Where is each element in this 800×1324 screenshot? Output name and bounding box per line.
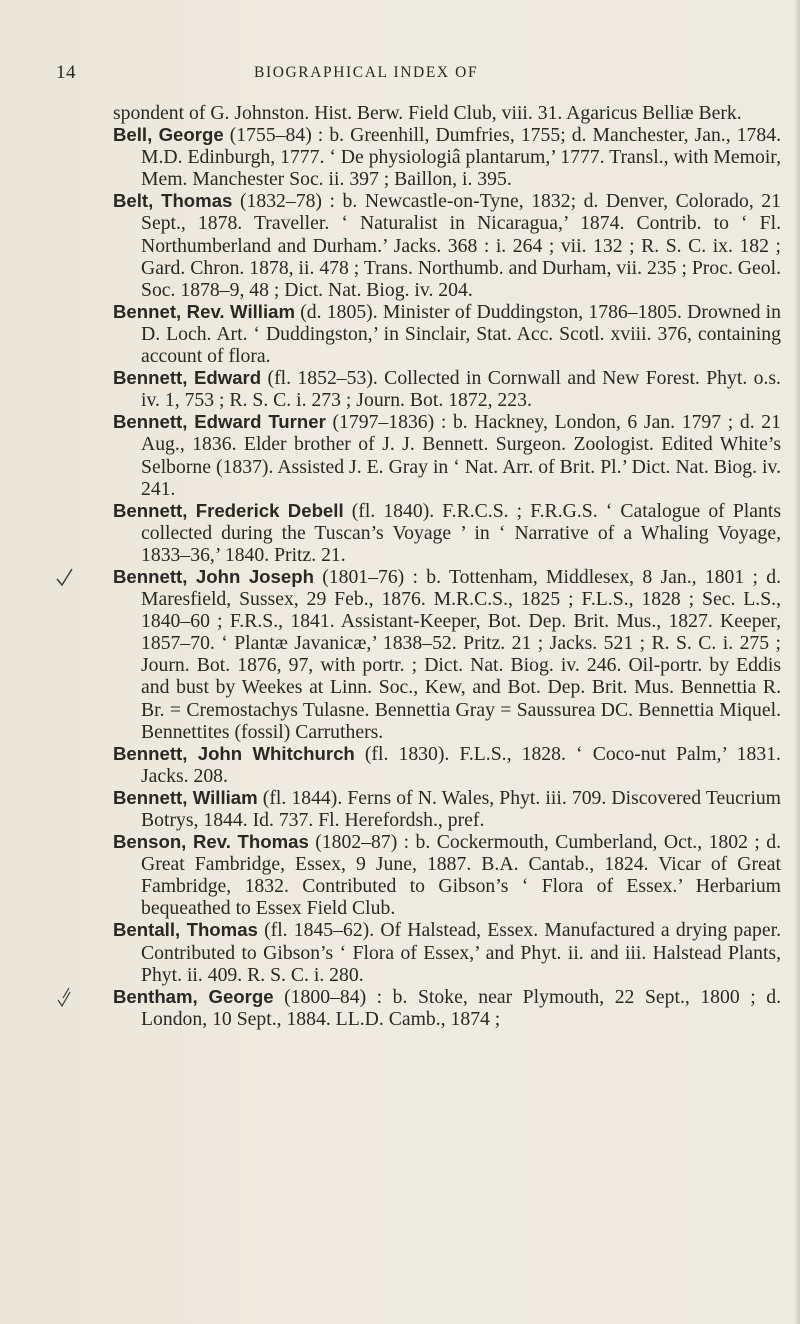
entry-bennett-john-whitchurch <box>113 743 781 787</box>
entry-bennett-john-joseph <box>113 566 781 743</box>
entry-text: (fl. 1844). Ferns of N. Wales, Phyt. iii. 709. Discovered Teucrium Botrys, 1844. Id. 737. Fl. Herefordsh., pref. <box>141 786 781 831</box>
entry-text: (fl. 1852–53). Collected in Cornwall and New Forest. Phyt. o.s. iv. 1, 753 ; R. S. C. i. 273 ; Journ. Bot. 1872, 223. <box>141 367 781 412</box>
entry-bennett-frederick-debell <box>113 500 781 566</box>
page-header <box>0 62 800 86</box>
entry-bennett-william <box>113 787 781 831</box>
entry-bennett-edward <box>113 367 781 411</box>
entry-name: Bentall, Thomas <box>113 919 258 941</box>
entry-text: (fl. 1830). F.L.S., 1828. ‘ Coco-nut Palm,’ 1831. Jacks. 208. <box>141 742 781 787</box>
pencil-check-mark-icon <box>55 986 75 1008</box>
entry-name: Bennett, Edward <box>113 367 262 389</box>
entry-bennet-william <box>113 301 781 367</box>
entry-text: (1797–1836) : b. Hackney, London, 6 Jan. 1797 ; d. 21 Aug., 1836. Elder brother of J. J. Bennett. Surgeon. Zoologist. Edited White’s Selborne (1837). Assisted J. E. Gray in ‘ Nat. Arr. of Brit. Pl.’ Dict. Nat. Biog. iv. 241. <box>141 411 781 500</box>
entry-name: Bennett, John Joseph <box>113 565 314 587</box>
entry-name: Bennett, William <box>113 786 258 808</box>
entry-bentham-george <box>113 986 781 1030</box>
entry-name: Bennett, John Whitchurch <box>113 742 355 764</box>
entry-text: (fl. 1845–62). Of Halstead, Essex. Manufactured a drying paper. Contributed to Gibson’s ‘ Flora of Essex,’ and Phyt. ii. and iii. Halstead Plants, Phyt. ii. 409. R. S. C. i. 280. <box>141 919 781 986</box>
entry-text: (1801–76) : b. Tottenham, Middlesex, 8 Jan., 1801 ; d. Maresfield, Sussex, 29 Feb., 1876. M.R.C.S., 1825 ; F.L.S., 1828 ; Sec. L.S., 1840–60 ; F.R.S., 1841. Assistant-Keeper, Bot. Dep. Brit. Mus., 1827. Keeper, 1857–70. ‘ Plantæ Javanicæ,’ 1838–52. Pritz. 21 ; Jacks. 521 ; R. S. C. i. 275 ; Journ. Bot. 1876, 97, with portr. ; Dict. Nat. Biog. iv. 246. Oil-portr. by Eddis and bust by Weekes at Linn. Soc., Kew, and Bot. Dep. Brit. Mus. Bennettia R. Br. = Cremostachys Tulasne. Bennettia Gray = Saussurea DC. Bennettia Miquel. Bennettites (fossil) Carruthers. <box>141 565 782 743</box>
entry-name: Bell, George <box>113 124 224 146</box>
entry-name: Benson, Rev. Thomas <box>113 831 309 853</box>
entry-bentall-thomas <box>113 919 781 985</box>
entry-continuation <box>113 102 781 124</box>
pencil-check-mark-icon <box>55 566 75 588</box>
entry-name: Bennett, Edward Turner <box>113 411 326 433</box>
entry-bennett-edward-turner <box>113 411 781 499</box>
entry-text: (d. 1805). Minister of Duddingston, 1786–1805. Drowned in D. Loch. Art. ‘ Duddingston,’ in Sinclair, Stat. Acc. Scotl. xviii. 376, containing account of flora. <box>141 300 781 368</box>
entry-name: Bentham, George <box>113 985 274 1007</box>
page-number: 14 <box>56 62 76 83</box>
entry-benson-thomas <box>113 831 781 919</box>
entry-name: Bennet, Rev. William <box>113 300 295 322</box>
entry-name: Belt, Thomas <box>113 190 233 212</box>
entry-text: (fl. 1840). F.R.C.S. ; F.R.G.S. ‘ Catalogue of Plants collected during the Tuscan’s Voyage ’ in ‘ Narrative of a Whaling Voyage, 1833–36,’ 1840. Pritz. 21. <box>141 499 781 566</box>
entry-text: (1755–84) : b. Greenhill, Dumfries, 1755; d. Manchester, Jan., 1784. M.D. Edinburgh, 1777. ‘ De physiologiâ plantarum,’ 1777. Transl., with Memoir, Mem. Manchester Soc. ii. 397 ; Baillon, i. 395. <box>141 124 782 191</box>
entry-text: (1802–87) : b. Cockermouth, Cumberland, Oct., 1802 ; d. Great Fambridge, Essex, 9 June, 1887. B.A. Cantab., 1824. Vicar of Great Fambridge, 1832. Contributed to Gibson’s ‘ Flora of Essex.’ Herbarium bequeathed to Essex Field Club. <box>141 831 781 920</box>
entries-list <box>113 102 781 1030</box>
entry-name: Bennett, Frederick Debell <box>113 499 344 521</box>
running-head: BIOGRAPHICAL INDEX OF <box>254 64 479 81</box>
entry-belt-thomas <box>113 190 781 300</box>
page-edge-shadow <box>794 0 800 1324</box>
entry-text: (1800–84) : b. Stoke, near Plymouth, 22 Sept., 1800 ; d. London, 10 Sept., 1884. LL.D. Camb., 1874 ; <box>141 985 781 1030</box>
entry-text: spondent of G. Johnston. Hist. Berw. Field Club, viii. 31. Agaricus Belliæ Berk. <box>113 102 742 124</box>
entry-bell-george <box>113 124 781 190</box>
entry-text: (1832–78) : b. Newcastle-on-Tyne, 1832; d. Denver, Colorado, 21 Sept., 1878. Traveller. ‘ Naturalist in Nicaragua,’ 1874. Contrib. to ‘ Fl. Northumberland and Durham.’ Jacks. 368 : i. 264 ; vii. 132 ; R. S. C. ix. 182 ; Gard. Chron. 1878, ii. 478 ; Trans. Northumb. and Durham, vii. 235 ; Proc. Geol. Soc. 1878–9, 48 ; Dict. Nat. Biog. iv. 204. <box>141 190 781 301</box>
